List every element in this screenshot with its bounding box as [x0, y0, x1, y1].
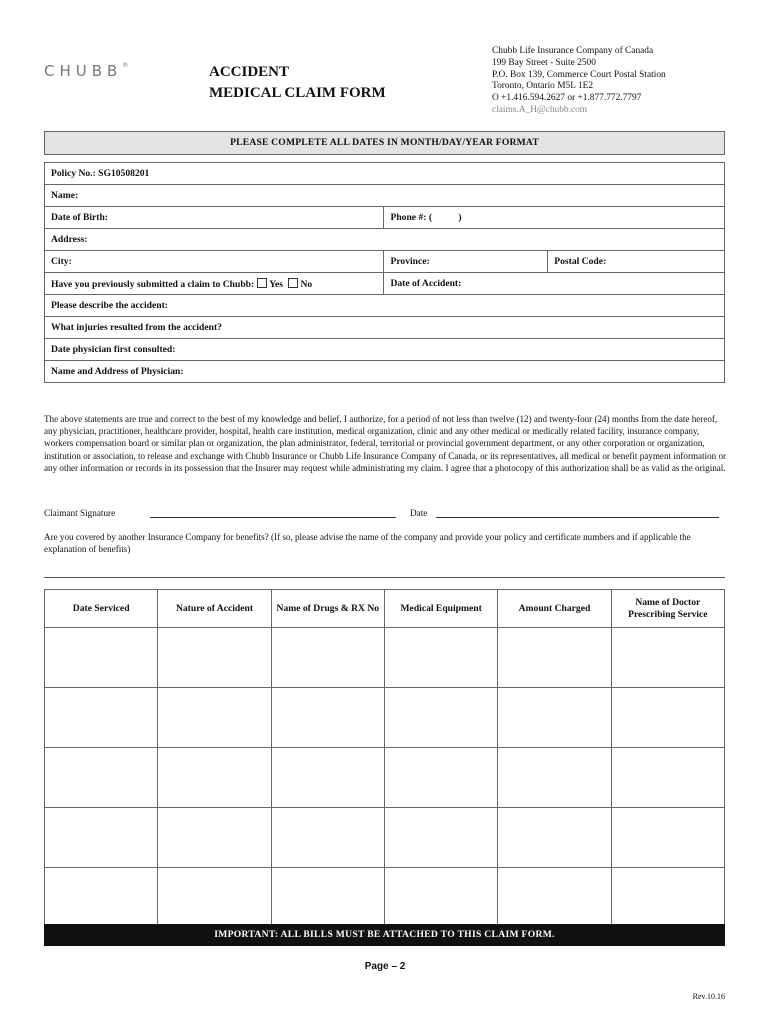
table-cell[interactable] — [498, 808, 611, 868]
table-cell[interactable] — [45, 868, 158, 928]
date-of-accident-field[interactable]: Date of Accident: — [384, 273, 725, 295]
table-cell[interactable] — [384, 628, 497, 688]
revision-code: Rev.10.16 — [692, 992, 725, 1001]
physician-name-field[interactable]: Name and Address of Physician: — [45, 361, 725, 383]
date-format-banner: PLEASE COMPLETE ALL DATES IN MONTH/DAY/YEAR FORMAT — [44, 131, 725, 155]
yes-checkbox[interactable] — [257, 278, 267, 288]
table-cell[interactable] — [498, 688, 611, 748]
title-line-1: ACCIDENT — [209, 64, 290, 80]
table-cell[interactable] — [158, 748, 271, 808]
table-cell[interactable] — [611, 868, 724, 928]
table-cell[interactable] — [611, 688, 724, 748]
table-cell[interactable] — [384, 748, 497, 808]
injuries-field[interactable]: What injuries resulted from the accident? — [45, 317, 725, 339]
physician-date-field[interactable]: Date physician first consulted: — [45, 339, 725, 361]
policy-number-field[interactable]: Policy No.: SG10508201 — [45, 163, 725, 185]
table-cell[interactable] — [271, 628, 384, 688]
table-row — [45, 748, 725, 808]
table-cell[interactable] — [384, 868, 497, 928]
table-cell[interactable] — [45, 808, 158, 868]
column-header: Medical Equipment — [384, 590, 497, 628]
table-cell[interactable] — [45, 628, 158, 688]
yes-label: Yes — [269, 278, 284, 290]
table-cell[interactable] — [158, 868, 271, 928]
table-cell[interactable] — [611, 628, 724, 688]
table-cell[interactable] — [384, 688, 497, 748]
table-cell[interactable] — [498, 748, 611, 808]
chubb-logo: CHUBB® — [44, 62, 129, 80]
table-cell[interactable] — [271, 688, 384, 748]
table-cell[interactable] — [384, 808, 497, 868]
column-header: Name of Doctor Prescribing Service — [611, 590, 724, 628]
postal-code-field[interactable]: Postal Code: — [548, 251, 725, 273]
email-link[interactable]: claims.A_H@chubb.com — [492, 104, 588, 115]
table-cell[interactable] — [611, 808, 724, 868]
column-header: Amount Charged — [498, 590, 611, 628]
table-row — [45, 868, 725, 928]
no-label: No — [300, 278, 313, 290]
table-cell[interactable] — [158, 688, 271, 748]
coverage-answer-line[interactable] — [44, 577, 725, 578]
title-line-2: MEDICAL CLAIM FORM — [209, 85, 386, 101]
claimant-info-table — [44, 162, 725, 383]
table-cell[interactable] — [271, 868, 384, 928]
address-line: Chubb Life Insurance Company of Canada — [492, 46, 654, 56]
table-cell[interactable] — [498, 628, 611, 688]
table-cell[interactable] — [498, 868, 611, 928]
province-field[interactable]: Province: — [384, 251, 548, 273]
no-checkbox[interactable] — [288, 278, 298, 288]
address-line: P.O. Box 139, Commerce Court Postal Station — [492, 69, 666, 80]
date-line[interactable] — [436, 508, 719, 518]
table-cell[interactable] — [45, 688, 158, 748]
previous-claim-label: Have you previously submitted a claim to Chubb: — [51, 278, 255, 290]
form-title — [209, 62, 386, 104]
describe-accident-field[interactable]: Please describe the accident: — [45, 295, 725, 317]
column-header: Date Serviced — [45, 590, 158, 628]
phone-field[interactable]: Phone #: ( ) — [384, 207, 725, 229]
services-table — [44, 589, 725, 928]
page-number: Page – 2 — [364, 961, 406, 972]
dob-field[interactable]: Date of Birth: — [45, 207, 384, 229]
table-row — [45, 628, 725, 688]
table-row — [45, 688, 725, 748]
date-label: Date — [410, 508, 428, 518]
address-line: Toronto, Ontario M5L 1E2 — [492, 81, 594, 92]
authorization-text: The above statements are true and correct to the best of my knowledge and belief. I authorize, for a period of not less than twelve (12) and twenty-four (24) months from the date hereof, any physician, practitioner, healthcare provider, hospital, health care institution, medical organization, clinic and any other medical or medically related facility, insurance company, workers compensation board or similar plan or organization, the plan administrator, federal, territorial or provincial government department, or any other corporation or organization, institution or association, to release and exchange with Chubb Insurance or Chubb Life Insurance Company of Canada, or its representatives, all medical or benefit payment information or any other information or records in its possession that the Insurer may request while administrating my claim. I agree that a photocopy of this authorization shall be as valid as the original. — [44, 414, 727, 473]
table-cell[interactable] — [271, 748, 384, 808]
column-header: Nature of Accident — [158, 590, 271, 628]
claimant-signature-label: Claimant Signature — [44, 508, 116, 518]
coverage-question: Are you covered by another Insurance Company for benefits? (If so, please advise the name of the company and provide your policy and certificate numbers and if applicable the explanation of benefits) — [44, 532, 691, 555]
table-cell[interactable] — [611, 748, 724, 808]
important-notice: IMPORTANT: ALL BILLS MUST BE ATTACHED TO THIS CLAIM FORM. — [44, 924, 725, 946]
column-header: Name of Drugs & RX No — [271, 590, 384, 628]
table-cell[interactable] — [271, 808, 384, 868]
city-field[interactable]: City: — [45, 251, 384, 273]
address-field[interactable]: Address: — [45, 229, 725, 251]
address-line: 199 Bay Street - Suite 2500 — [492, 57, 596, 68]
claimant-signature-line[interactable] — [150, 508, 396, 518]
previous-claim-question — [45, 273, 384, 295]
company-address — [492, 46, 666, 117]
table-cell[interactable] — [158, 628, 271, 688]
table-cell[interactable] — [45, 748, 158, 808]
table-cell[interactable] — [158, 808, 271, 868]
phone-line: O +1.416.594.2627 or +1.877.772.7797 — [492, 93, 642, 104]
name-field[interactable]: Name: — [45, 185, 725, 207]
table-row — [45, 808, 725, 868]
